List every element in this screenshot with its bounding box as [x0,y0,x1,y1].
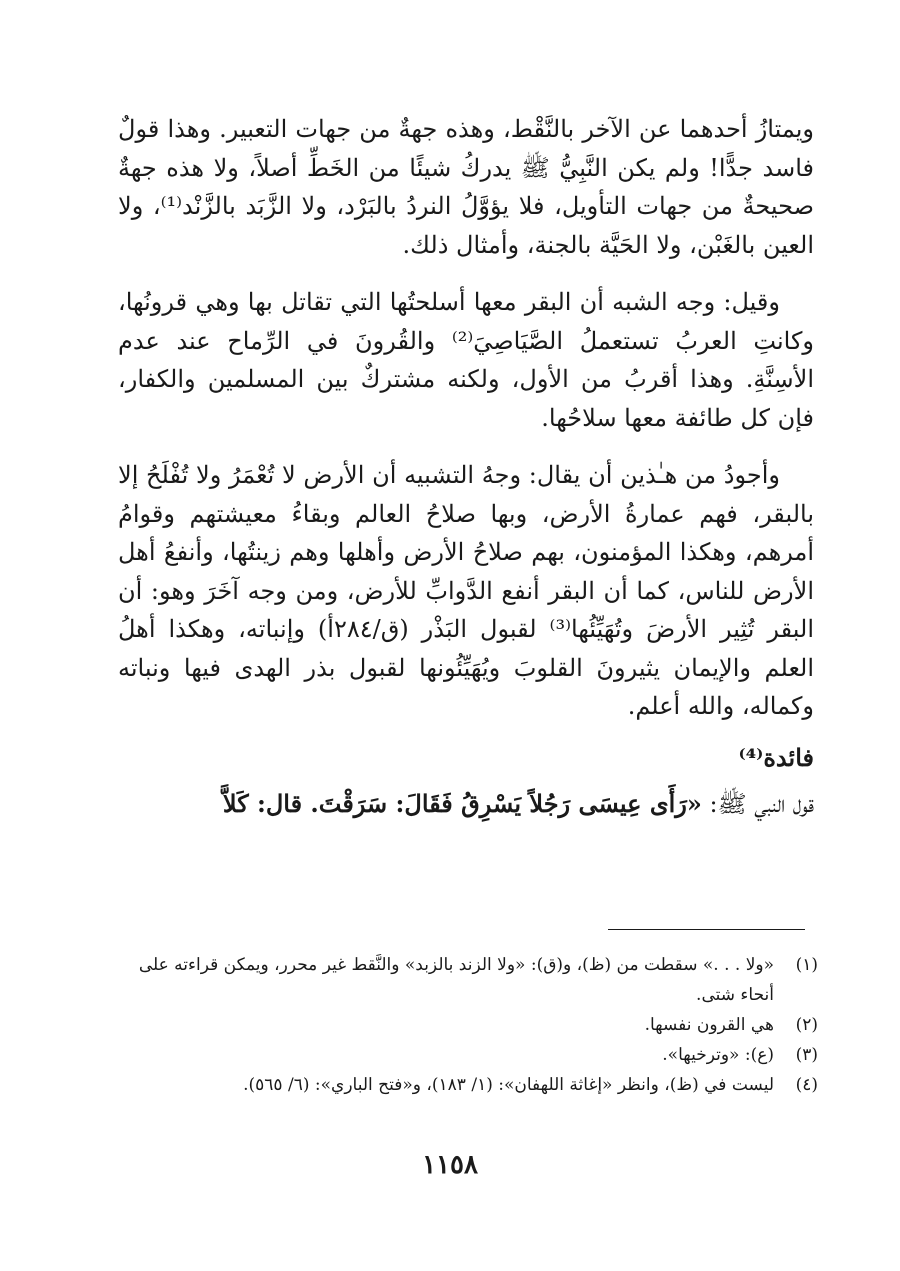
hadith-intro: قول النبي ﷺ: [709,789,814,818]
footnote-number: (٣) [795,1045,818,1065]
paragraph-1: ويمتازُ أحدهما عن الآخر بالنَّقْط، وهذه جهةٌ من جهات التعبير. وهذا قولٌ فاسد جدًّا! ولم يكن النَّبِيُّ ﷺ يدركُ شيئًا من الخَطِّ أصلاً، ولا هذه جهةٌ صحيحةٌ من جهات التأويل، فلا يؤوَّلُ النردُ بالبَرْد، ولا الزَّبَد بالزَّنْد⁽¹⁾، ولا العين بالغَبْن، ولا الحَيَّة بالجنة، وأمثال ذلك. [118,115,815,259]
footnote-number: (٢) [795,1015,818,1035]
footnote-1 [118,950,818,1010]
footnote-text: (ع): «وترخيها». [662,1045,774,1065]
footnote-text: ليست في (ظ)، وانظر «إغاثة اللهفان»: (١/ ١٨٣)، و«فتح الباري»: (٦/ ٥٦٥). [243,1075,774,1095]
hadith-line [118,785,814,823]
footnotes [118,950,818,1100]
main-text [118,110,814,842]
footnote-4 [118,1070,818,1100]
footnote-text: هي القرون نفسها. [644,1015,774,1035]
footnote-2 [118,1010,818,1040]
footnote-number: (١) [795,955,818,975]
paragraph-2: وقيل: وجه الشبه أن البقر معها أسلحتُها التي تقاتل بها وهي قرونُها، وكانتِ العربُ تستعملُ الصَّيَاصِيَ⁽²⁾ والقُرونَ في الرِّماح عند عدم الأسِنَّةِ. وهذا أقربُ من الأول، ولكنه مشتركٌ بين المسلمين والكفار، فإن كل طائفة معها سلاحُها. [118,288,814,432]
hadith-quote: «رَأَى عِيسَى رَجُلاً يَسْرِقُ فَقَالَ: سَرَقْتَ. قال: كَلاَّ [222,788,702,818]
section-heading: فائدة⁽⁴⁾ [738,742,814,772]
footnote-3 [118,1040,818,1070]
paragraph-3: وأجودُ من هـٰذين أن يقال: وجهُ التشبيه أن الأرض لا تُعْمَرُ ولا تُفْلَحُ إلا بالبقر، فهم عمارةُ الأرض، وبها صلاحُ العالم وبقاءُ معيشتهم وقوامُ أمرهم، وهكذا المؤمنون، بهم صلاحُ الأرض وأهلها وهم زينتُها، وأنفعُ أهل الأرض للناس، كما أن البقر أنفع الدَّوابِّ للأرض، ومن وجه آخَرَ وهو: أن البقر تُثِير الأرضَ وتُهَيِّئُها⁽³⁾ لقبول البَذْر (ق/٢٨٤أ) وإنباته، وهكذا أهلُ العلم والإيمان يثيرونَ القلوبَ ويُهَيِّئُونها لقبول بذر الهدى فيها ونباته وكماله، والله أعلم. [118,461,815,720]
footnote-text: «ولا . . .» سقطت من (ظ)، و(ق): «ولا الزند بالزبد» والنَّقط غير محرر، ويمكن قراءته على أنحاء شتى. [138,955,774,1005]
footnote-number: (٤) [795,1075,818,1095]
page-number: ١١٥٨ [422,1150,478,1180]
footnote-divider [608,929,805,930]
